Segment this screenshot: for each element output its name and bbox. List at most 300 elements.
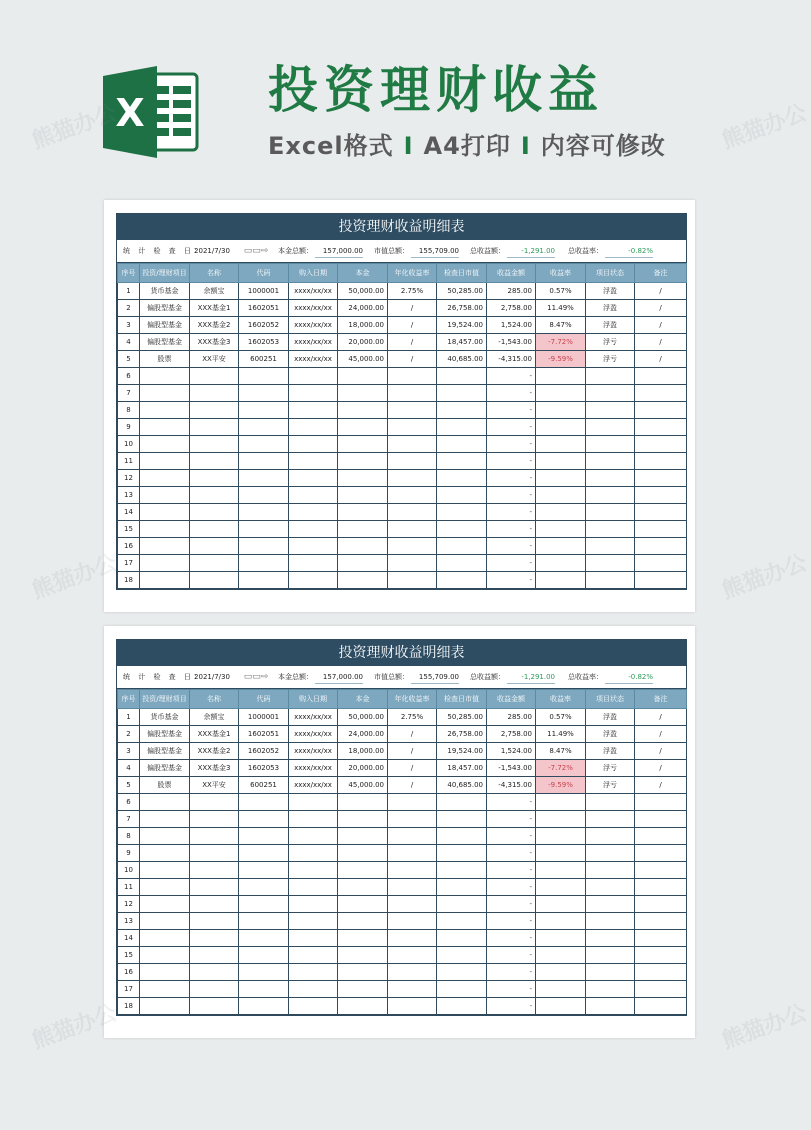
cell-name[interactable] xyxy=(190,845,239,862)
cell-project[interactable] xyxy=(140,487,190,504)
cell-buy-date[interactable]: xxxx/xx/xx xyxy=(289,777,338,794)
cell-market-value[interactable] xyxy=(437,913,487,930)
cell-buy-date[interactable] xyxy=(289,538,338,555)
cell-project[interactable] xyxy=(140,385,190,402)
cell-name[interactable] xyxy=(190,913,239,930)
cell-principal[interactable] xyxy=(338,368,388,385)
cell-status[interactable]: 浮亏 xyxy=(586,777,635,794)
cell-index[interactable]: 4 xyxy=(118,760,140,777)
cell-status[interactable]: 浮盈 xyxy=(586,726,635,743)
cell-buy-date[interactable] xyxy=(289,794,338,811)
cell-market-value[interactable] xyxy=(437,368,487,385)
cell-gain[interactable]: - xyxy=(487,504,536,521)
cell-principal[interactable] xyxy=(338,930,388,947)
cell-buy-date[interactable]: xxxx/xx/xx xyxy=(289,334,338,351)
cell-code[interactable] xyxy=(239,828,289,845)
cell-code[interactable] xyxy=(239,521,289,538)
cell-gain-rate[interactable] xyxy=(536,981,586,998)
cell-gain-rate[interactable] xyxy=(536,521,586,538)
cell-index[interactable]: 11 xyxy=(118,879,140,896)
cell-principal[interactable] xyxy=(338,555,388,572)
cell-project[interactable] xyxy=(140,981,190,998)
cell-gain-rate[interactable] xyxy=(536,538,586,555)
cell-name[interactable] xyxy=(190,572,239,589)
cell-buy-date[interactable] xyxy=(289,572,338,589)
cell-status[interactable] xyxy=(586,572,635,589)
cell-code[interactable] xyxy=(239,981,289,998)
cell-annual-rate[interactable] xyxy=(388,402,437,419)
cell-annual-rate[interactable] xyxy=(388,436,437,453)
cell-code[interactable] xyxy=(239,504,289,521)
cell-annual-rate[interactable] xyxy=(388,504,437,521)
cell-buy-date[interactable] xyxy=(289,964,338,981)
cell-gain[interactable]: - xyxy=(487,896,536,913)
cell-buy-date[interactable] xyxy=(289,896,338,913)
cell-annual-rate[interactable]: / xyxy=(388,743,437,760)
cell-remark[interactable] xyxy=(635,385,687,402)
cell-gain-rate[interactable] xyxy=(536,385,586,402)
cell-code[interactable] xyxy=(239,862,289,879)
cell-gain-rate[interactable]: -9.59% xyxy=(536,351,586,368)
cell-market-value[interactable] xyxy=(437,947,487,964)
cell-market-value[interactable]: 19,524.00 xyxy=(437,317,487,334)
cell-project[interactable] xyxy=(140,998,190,1015)
cell-principal[interactable] xyxy=(338,862,388,879)
cell-code[interactable] xyxy=(239,879,289,896)
cell-code[interactable] xyxy=(239,811,289,828)
cell-principal[interactable] xyxy=(338,453,388,470)
cell-annual-rate[interactable] xyxy=(388,453,437,470)
cell-annual-rate[interactable]: / xyxy=(388,300,437,317)
cell-status[interactable] xyxy=(586,930,635,947)
cell-gain-rate[interactable]: 8.47% xyxy=(536,743,586,760)
cell-project[interactable] xyxy=(140,555,190,572)
cell-gain-rate[interactable] xyxy=(536,572,586,589)
cell-project[interactable] xyxy=(140,862,190,879)
cell-project[interactable] xyxy=(140,913,190,930)
cell-name[interactable]: XXX基金3 xyxy=(190,760,239,777)
cell-gain-rate[interactable] xyxy=(536,794,586,811)
cell-code[interactable] xyxy=(239,436,289,453)
cell-principal[interactable] xyxy=(338,981,388,998)
cell-status[interactable] xyxy=(586,964,635,981)
cell-market-value[interactable] xyxy=(437,436,487,453)
cell-principal[interactable] xyxy=(338,436,388,453)
cell-principal[interactable]: 24,000.00 xyxy=(338,300,388,317)
cell-market-value[interactable] xyxy=(437,862,487,879)
cell-annual-rate[interactable] xyxy=(388,385,437,402)
cell-annual-rate[interactable] xyxy=(388,981,437,998)
cell-index[interactable]: 7 xyxy=(118,385,140,402)
cell-project[interactable] xyxy=(140,930,190,947)
cell-gain[interactable]: - xyxy=(487,879,536,896)
cell-status[interactable] xyxy=(586,896,635,913)
cell-annual-rate[interactable] xyxy=(388,470,437,487)
cell-code[interactable]: 1602052 xyxy=(239,317,289,334)
cell-remark[interactable] xyxy=(635,981,687,998)
cell-market-value[interactable] xyxy=(437,828,487,845)
cell-remark[interactable]: / xyxy=(635,726,687,743)
cell-name[interactable]: XXX基金2 xyxy=(190,317,239,334)
cell-market-value[interactable] xyxy=(437,964,487,981)
cell-remark[interactable] xyxy=(635,419,687,436)
cell-name[interactable] xyxy=(190,930,239,947)
cell-buy-date[interactable] xyxy=(289,828,338,845)
cell-gain[interactable]: - xyxy=(487,845,536,862)
cell-principal[interactable] xyxy=(338,828,388,845)
cell-buy-date[interactable] xyxy=(289,419,338,436)
cell-principal[interactable] xyxy=(338,998,388,1015)
cell-remark[interactable] xyxy=(635,402,687,419)
cell-market-value[interactable]: 26,758.00 xyxy=(437,726,487,743)
cell-status[interactable] xyxy=(586,845,635,862)
cell-buy-date[interactable]: xxxx/xx/xx xyxy=(289,726,338,743)
cell-principal[interactable]: 45,000.00 xyxy=(338,351,388,368)
cell-market-value[interactable] xyxy=(437,845,487,862)
cell-remark[interactable] xyxy=(635,879,687,896)
cell-project[interactable]: 偏股型基金 xyxy=(140,726,190,743)
cell-buy-date[interactable] xyxy=(289,453,338,470)
cell-project[interactable]: 偏股型基金 xyxy=(140,760,190,777)
cell-status[interactable] xyxy=(586,947,635,964)
cell-index[interactable]: 12 xyxy=(118,470,140,487)
cell-principal[interactable]: 50,000.00 xyxy=(338,283,388,300)
cell-name[interactable] xyxy=(190,794,239,811)
cell-index[interactable]: 9 xyxy=(118,419,140,436)
cell-gain-rate[interactable] xyxy=(536,964,586,981)
cell-project[interactable]: 股票 xyxy=(140,777,190,794)
cell-name[interactable]: XXX基金3 xyxy=(190,334,239,351)
cell-buy-date[interactable] xyxy=(289,981,338,998)
cell-name[interactable] xyxy=(190,879,239,896)
cell-annual-rate[interactable] xyxy=(388,538,437,555)
cell-principal[interactable] xyxy=(338,402,388,419)
cell-name[interactable]: XXX基金1 xyxy=(190,726,239,743)
cell-annual-rate[interactable] xyxy=(388,487,437,504)
cell-index[interactable]: 10 xyxy=(118,862,140,879)
cell-index[interactable]: 13 xyxy=(118,487,140,504)
cell-status[interactable] xyxy=(586,555,635,572)
cell-index[interactable]: 3 xyxy=(118,317,140,334)
cell-gain[interactable]: 2,758.00 xyxy=(487,300,536,317)
cell-market-value[interactable] xyxy=(437,998,487,1015)
cell-status[interactable] xyxy=(586,487,635,504)
cell-remark[interactable] xyxy=(635,947,687,964)
cell-code[interactable] xyxy=(239,419,289,436)
cell-remark[interactable] xyxy=(635,453,687,470)
cell-project[interactable] xyxy=(140,572,190,589)
cell-code[interactable] xyxy=(239,538,289,555)
cell-status[interactable] xyxy=(586,419,635,436)
cell-gain-rate[interactable] xyxy=(536,862,586,879)
cell-gain[interactable]: - xyxy=(487,572,536,589)
cell-gain-rate[interactable] xyxy=(536,555,586,572)
cell-code[interactable] xyxy=(239,385,289,402)
cell-buy-date[interactable]: xxxx/xx/xx xyxy=(289,317,338,334)
cell-status[interactable] xyxy=(586,504,635,521)
cell-project[interactable]: 货币基金 xyxy=(140,709,190,726)
cell-market-value[interactable] xyxy=(437,811,487,828)
cell-index[interactable]: 8 xyxy=(118,402,140,419)
cell-code[interactable]: 600251 xyxy=(239,777,289,794)
cell-annual-rate[interactable] xyxy=(388,930,437,947)
cell-code[interactable] xyxy=(239,845,289,862)
cell-gain[interactable]: - xyxy=(487,828,536,845)
cell-gain[interactable]: -1,543.00 xyxy=(487,334,536,351)
cell-status[interactable] xyxy=(586,436,635,453)
cell-buy-date[interactable] xyxy=(289,385,338,402)
cell-index[interactable]: 1 xyxy=(118,709,140,726)
cell-index[interactable]: 17 xyxy=(118,981,140,998)
cell-index[interactable]: 18 xyxy=(118,572,140,589)
cell-name[interactable] xyxy=(190,436,239,453)
cell-code[interactable]: 1602053 xyxy=(239,760,289,777)
cell-principal[interactable] xyxy=(338,385,388,402)
cell-project[interactable]: 偏股型基金 xyxy=(140,317,190,334)
cell-code[interactable] xyxy=(239,470,289,487)
cell-annual-rate[interactable] xyxy=(388,998,437,1015)
cell-project[interactable]: 偏股型基金 xyxy=(140,334,190,351)
cell-annual-rate[interactable] xyxy=(388,862,437,879)
cell-remark[interactable] xyxy=(635,998,687,1015)
cell-status[interactable] xyxy=(586,862,635,879)
cell-principal[interactable] xyxy=(338,419,388,436)
cell-principal[interactable] xyxy=(338,811,388,828)
cell-principal[interactable] xyxy=(338,879,388,896)
cell-name[interactable] xyxy=(190,504,239,521)
cell-gain[interactable]: - xyxy=(487,998,536,1015)
cell-code[interactable] xyxy=(239,896,289,913)
cell-gain-rate[interactable]: -7.72% xyxy=(536,760,586,777)
cell-annual-rate[interactable] xyxy=(388,811,437,828)
cell-annual-rate[interactable] xyxy=(388,794,437,811)
cell-gain-rate[interactable] xyxy=(536,811,586,828)
cell-principal[interactable] xyxy=(338,487,388,504)
cell-project[interactable] xyxy=(140,470,190,487)
cell-market-value[interactable] xyxy=(437,930,487,947)
cell-code[interactable] xyxy=(239,964,289,981)
cell-gain[interactable]: - xyxy=(487,521,536,538)
cell-index[interactable]: 18 xyxy=(118,998,140,1015)
cell-buy-date[interactable] xyxy=(289,811,338,828)
cell-name[interactable] xyxy=(190,896,239,913)
cell-buy-date[interactable] xyxy=(289,368,338,385)
cell-gain-rate[interactable] xyxy=(536,947,586,964)
cell-buy-date[interactable] xyxy=(289,862,338,879)
cell-principal[interactable]: 50,000.00 xyxy=(338,709,388,726)
cell-remark[interactable]: / xyxy=(635,760,687,777)
cell-annual-rate[interactable] xyxy=(388,368,437,385)
cell-annual-rate[interactable] xyxy=(388,521,437,538)
cell-market-value[interactable] xyxy=(437,879,487,896)
cell-buy-date[interactable]: xxxx/xx/xx xyxy=(289,760,338,777)
cell-status[interactable]: 浮亏 xyxy=(586,334,635,351)
cell-code[interactable]: 1000001 xyxy=(239,283,289,300)
cell-gain-rate[interactable] xyxy=(536,453,586,470)
cell-status[interactable] xyxy=(586,913,635,930)
cell-status[interactable] xyxy=(586,998,635,1015)
cell-index[interactable]: 6 xyxy=(118,794,140,811)
cell-remark[interactable]: / xyxy=(635,317,687,334)
cell-status[interactable] xyxy=(586,981,635,998)
cell-status[interactable] xyxy=(586,794,635,811)
cell-index[interactable]: 3 xyxy=(118,743,140,760)
cell-index[interactable]: 9 xyxy=(118,845,140,862)
cell-remark[interactable] xyxy=(635,811,687,828)
cell-name[interactable] xyxy=(190,368,239,385)
cell-market-value[interactable]: 19,524.00 xyxy=(437,743,487,760)
cell-gain[interactable]: - xyxy=(487,487,536,504)
cell-gain-rate[interactable]: 0.57% xyxy=(536,709,586,726)
cell-status[interactable] xyxy=(586,453,635,470)
cell-status[interactable] xyxy=(586,538,635,555)
cell-code[interactable]: 1602052 xyxy=(239,743,289,760)
cell-principal[interactable]: 20,000.00 xyxy=(338,760,388,777)
cell-annual-rate[interactable]: / xyxy=(388,726,437,743)
cell-name[interactable] xyxy=(190,385,239,402)
cell-buy-date[interactable] xyxy=(289,504,338,521)
cell-code[interactable] xyxy=(239,555,289,572)
cell-index[interactable]: 1 xyxy=(118,283,140,300)
cell-gain[interactable]: -1,543.00 xyxy=(487,760,536,777)
cell-gain[interactable]: - xyxy=(487,436,536,453)
cell-index[interactable]: 8 xyxy=(118,828,140,845)
cell-gain[interactable]: - xyxy=(487,453,536,470)
cell-name[interactable] xyxy=(190,964,239,981)
cell-gain-rate[interactable] xyxy=(536,998,586,1015)
cell-project[interactable] xyxy=(140,453,190,470)
cell-gain[interactable]: 1,524.00 xyxy=(487,743,536,760)
cell-annual-rate[interactable]: 2.75% xyxy=(388,709,437,726)
cell-remark[interactable] xyxy=(635,896,687,913)
cell-index[interactable]: 2 xyxy=(118,726,140,743)
cell-code[interactable]: 600251 xyxy=(239,351,289,368)
cell-status[interactable]: 浮亏 xyxy=(586,760,635,777)
cell-remark[interactable] xyxy=(635,862,687,879)
cell-index[interactable]: 6 xyxy=(118,368,140,385)
cell-index[interactable]: 5 xyxy=(118,777,140,794)
cell-principal[interactable]: 18,000.00 xyxy=(338,743,388,760)
cell-index[interactable]: 10 xyxy=(118,436,140,453)
cell-buy-date[interactable]: xxxx/xx/xx xyxy=(289,283,338,300)
cell-market-value[interactable] xyxy=(437,555,487,572)
cell-index[interactable]: 14 xyxy=(118,504,140,521)
cell-gain[interactable]: 2,758.00 xyxy=(487,726,536,743)
cell-project[interactable]: 偏股型基金 xyxy=(140,300,190,317)
cell-name[interactable] xyxy=(190,538,239,555)
cell-name[interactable]: XXX基金1 xyxy=(190,300,239,317)
cell-annual-rate[interactable] xyxy=(388,896,437,913)
cell-index[interactable]: 16 xyxy=(118,538,140,555)
cell-remark[interactable] xyxy=(635,572,687,589)
cell-market-value[interactable]: 18,457.00 xyxy=(437,760,487,777)
cell-name[interactable] xyxy=(190,470,239,487)
cell-project[interactable]: 股票 xyxy=(140,351,190,368)
cell-buy-date[interactable]: xxxx/xx/xx xyxy=(289,300,338,317)
cell-principal[interactable] xyxy=(338,913,388,930)
cell-status[interactable] xyxy=(586,521,635,538)
cell-buy-date[interactable] xyxy=(289,487,338,504)
cell-buy-date[interactable] xyxy=(289,913,338,930)
cell-market-value[interactable] xyxy=(437,419,487,436)
cell-annual-rate[interactable]: / xyxy=(388,760,437,777)
cell-remark[interactable] xyxy=(635,555,687,572)
cell-remark[interactable] xyxy=(635,436,687,453)
cell-status[interactable] xyxy=(586,470,635,487)
cell-index[interactable]: 5 xyxy=(118,351,140,368)
cell-gain[interactable]: - xyxy=(487,862,536,879)
cell-code[interactable]: 1602051 xyxy=(239,300,289,317)
cell-index[interactable]: 7 xyxy=(118,811,140,828)
cell-status[interactable] xyxy=(586,879,635,896)
cell-gain-rate[interactable] xyxy=(536,368,586,385)
cell-name[interactable] xyxy=(190,862,239,879)
cell-principal[interactable] xyxy=(338,504,388,521)
cell-gain-rate[interactable] xyxy=(536,470,586,487)
cell-market-value[interactable] xyxy=(437,487,487,504)
cell-remark[interactable] xyxy=(635,538,687,555)
cell-gain[interactable]: - xyxy=(487,913,536,930)
cell-index[interactable]: 4 xyxy=(118,334,140,351)
cell-gain[interactable]: - xyxy=(487,368,536,385)
cell-code[interactable]: 1602051 xyxy=(239,726,289,743)
cell-remark[interactable]: / xyxy=(635,743,687,760)
cell-annual-rate[interactable] xyxy=(388,572,437,589)
cell-gain-rate[interactable]: 11.49% xyxy=(536,726,586,743)
cell-market-value[interactable]: 50,285.00 xyxy=(437,283,487,300)
cell-buy-date[interactable] xyxy=(289,436,338,453)
cell-status[interactable]: 浮盈 xyxy=(586,283,635,300)
cell-gain-rate[interactable] xyxy=(536,487,586,504)
cell-status[interactable]: 浮亏 xyxy=(586,351,635,368)
cell-remark[interactable] xyxy=(635,794,687,811)
cell-index[interactable]: 14 xyxy=(118,930,140,947)
cell-buy-date[interactable] xyxy=(289,470,338,487)
cell-project[interactable] xyxy=(140,794,190,811)
cell-annual-rate[interactable]: / xyxy=(388,777,437,794)
cell-gain[interactable]: - xyxy=(487,555,536,572)
cell-gain[interactable]: 1,524.00 xyxy=(487,317,536,334)
cell-status[interactable] xyxy=(586,828,635,845)
cell-buy-date[interactable] xyxy=(289,845,338,862)
cell-project[interactable]: 偏股型基金 xyxy=(140,743,190,760)
cell-remark[interactable]: / xyxy=(635,334,687,351)
cell-market-value[interactable]: 50,285.00 xyxy=(437,709,487,726)
cell-remark[interactable]: / xyxy=(635,777,687,794)
cell-status[interactable]: 浮盈 xyxy=(586,743,635,760)
cell-project[interactable] xyxy=(140,521,190,538)
cell-principal[interactable]: 18,000.00 xyxy=(338,317,388,334)
cell-name[interactable] xyxy=(190,402,239,419)
cell-buy-date[interactable] xyxy=(289,998,338,1015)
cell-index[interactable]: 12 xyxy=(118,896,140,913)
cell-remark[interactable] xyxy=(635,521,687,538)
cell-project[interactable] xyxy=(140,419,190,436)
cell-index[interactable]: 15 xyxy=(118,947,140,964)
cell-market-value[interactable] xyxy=(437,521,487,538)
cell-gain-rate[interactable] xyxy=(536,913,586,930)
cell-status[interactable]: 浮盈 xyxy=(586,709,635,726)
cell-gain-rate[interactable]: -9.59% xyxy=(536,777,586,794)
cell-status[interactable] xyxy=(586,402,635,419)
cell-gain-rate[interactable]: 11.49% xyxy=(536,300,586,317)
cell-annual-rate[interactable]: 2.75% xyxy=(388,283,437,300)
cell-market-value[interactable] xyxy=(437,794,487,811)
cell-gain[interactable]: 285.00 xyxy=(487,709,536,726)
cell-gain[interactable]: - xyxy=(487,794,536,811)
cell-gain[interactable]: - xyxy=(487,930,536,947)
cell-market-value[interactable] xyxy=(437,402,487,419)
